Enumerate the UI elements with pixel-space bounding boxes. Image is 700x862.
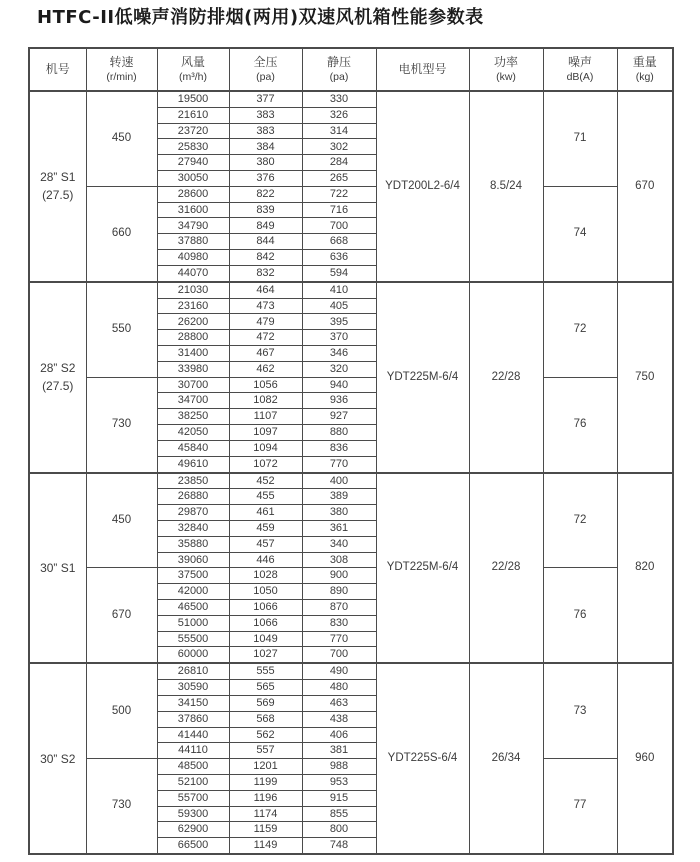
cell-airflow: 31400: [157, 346, 229, 362]
cell-total-pressure: 565: [229, 680, 302, 696]
cell-static-pressure: 748: [302, 838, 376, 854]
cell-weight: 750: [617, 282, 673, 473]
cell-total-pressure: 376: [229, 171, 302, 187]
header-static-pressure: [302, 48, 376, 91]
model-line-1: 28” S2: [40, 361, 76, 376]
header-row: [29, 48, 673, 91]
header-model-no: [29, 48, 86, 91]
header-unit: (kw): [496, 71, 516, 84]
cell-total-pressure: 849: [229, 218, 302, 234]
cell-static-pressure: 389: [302, 489, 376, 505]
cell-noise: 76: [543, 568, 617, 663]
cell-airflow: 44110: [157, 743, 229, 759]
cell-total-pressure: 464: [229, 282, 302, 298]
header-unit: (pa): [329, 71, 349, 84]
cell-static-pressure: 936: [302, 393, 376, 409]
cell-static-pressure: 915: [302, 790, 376, 806]
cell-total-pressure: 446: [229, 552, 302, 568]
cell-airflow: 40980: [157, 250, 229, 266]
performance-table: [28, 47, 674, 855]
cell-total-pressure: 461: [229, 505, 302, 521]
header-weight: [617, 48, 673, 91]
cell-total-pressure: 377: [229, 91, 302, 107]
cell-total-pressure: 472: [229, 330, 302, 346]
cell-airflow: 42050: [157, 425, 229, 441]
cell-airflow: 37860: [157, 711, 229, 727]
cell-total-pressure: 457: [229, 536, 302, 552]
table-row: [29, 759, 673, 775]
header-noise: [543, 48, 617, 91]
cell-airflow: 66500: [157, 838, 229, 854]
cell-airflow: 32840: [157, 520, 229, 536]
cell-speed: 550: [86, 282, 157, 377]
cell-weight: 820: [617, 473, 673, 664]
table-header: [29, 48, 673, 91]
cell-airflow: 46500: [157, 599, 229, 615]
cell-airflow: 35880: [157, 536, 229, 552]
model-line-1: 28” S1: [40, 170, 76, 185]
cell-speed: 450: [86, 91, 157, 186]
cell-airflow: 23720: [157, 123, 229, 139]
cell-total-pressure: 462: [229, 361, 302, 377]
cell-model-no: [29, 663, 86, 854]
cell-total-pressure: 479: [229, 314, 302, 330]
header-total-pressure: [229, 48, 302, 91]
cell-airflow: 38250: [157, 409, 229, 425]
header-label: 电机型号: [398, 61, 447, 76]
model-line-1: 30” S1: [40, 560, 76, 575]
cell-total-pressure: 1201: [229, 759, 302, 775]
cell-static-pressure: 890: [302, 584, 376, 600]
cell-total-pressure: 1196: [229, 790, 302, 806]
cell-model-no: [29, 91, 86, 282]
cell-airflow: 21030: [157, 282, 229, 298]
cell-airflow: 55500: [157, 631, 229, 647]
table-row: [29, 473, 673, 489]
cell-airflow: 23160: [157, 298, 229, 314]
cell-power: 22/28: [469, 282, 543, 473]
cell-airflow: 37500: [157, 568, 229, 584]
cell-static-pressure: 361: [302, 520, 376, 536]
cell-static-pressure: 346: [302, 346, 376, 362]
cell-static-pressure: 900: [302, 568, 376, 584]
cell-airflow: 55700: [157, 790, 229, 806]
cell-noise: 74: [543, 186, 617, 281]
cell-airflow: 31600: [157, 202, 229, 218]
cell-static-pressure: 836: [302, 440, 376, 456]
cell-noise: 71: [543, 91, 617, 186]
cell-airflow: 26880: [157, 489, 229, 505]
header-label: 静压: [326, 54, 351, 69]
table-row: [29, 282, 673, 298]
cell-total-pressure: 1066: [229, 615, 302, 631]
cell-total-pressure: 1149: [229, 838, 302, 854]
header-label: 重量: [632, 54, 657, 69]
cell-noise: 73: [543, 663, 617, 758]
cell-total-pressure: 832: [229, 265, 302, 281]
cell-total-pressure: 1082: [229, 393, 302, 409]
cell-static-pressure: 870: [302, 599, 376, 615]
cell-static-pressure: 302: [302, 139, 376, 155]
cell-total-pressure: 1094: [229, 440, 302, 456]
cell-airflow: 39060: [157, 552, 229, 568]
cell-total-pressure: 844: [229, 234, 302, 250]
header-label: 全压: [253, 54, 278, 69]
cell-total-pressure: 568: [229, 711, 302, 727]
cell-airflow: 34790: [157, 218, 229, 234]
cell-airflow: 37880: [157, 234, 229, 250]
cell-static-pressure: 320: [302, 361, 376, 377]
header-label: 转速: [109, 54, 134, 69]
cell-total-pressure: 1174: [229, 806, 302, 822]
cell-total-pressure: 1028: [229, 568, 302, 584]
cell-total-pressure: 1050: [229, 584, 302, 600]
cell-static-pressure: 716: [302, 202, 376, 218]
cell-airflow: 51000: [157, 615, 229, 631]
cell-total-pressure: 384: [229, 139, 302, 155]
table-row: [29, 663, 673, 679]
cell-static-pressure: 284: [302, 155, 376, 171]
cell-airflow: 28600: [157, 186, 229, 202]
cell-speed: 660: [86, 186, 157, 281]
header-unit: (kg): [635, 71, 654, 84]
cell-airflow: 34150: [157, 695, 229, 711]
cell-total-pressure: 1199: [229, 774, 302, 790]
cell-static-pressure: 410: [302, 282, 376, 298]
header-label: 功率: [493, 54, 518, 69]
cell-noise: 76: [543, 377, 617, 472]
cell-static-pressure: 395: [302, 314, 376, 330]
cell-airflow: 34700: [157, 393, 229, 409]
cell-airflow: 21610: [157, 107, 229, 123]
cell-static-pressure: 636: [302, 250, 376, 266]
cell-speed: 670: [86, 568, 157, 663]
cell-motor-model: YDT225M-6/4: [376, 473, 469, 664]
cell-airflow: 62900: [157, 822, 229, 838]
cell-static-pressure: 722: [302, 186, 376, 202]
cell-total-pressure: 467: [229, 346, 302, 362]
cell-static-pressure: 326: [302, 107, 376, 123]
cell-static-pressure: 381: [302, 743, 376, 759]
cell-total-pressure: 455: [229, 489, 302, 505]
cell-airflow: 28800: [157, 330, 229, 346]
header-airflow: [157, 48, 229, 91]
cell-static-pressure: 490: [302, 663, 376, 679]
cell-weight: 670: [617, 91, 673, 282]
cell-static-pressure: 700: [302, 647, 376, 663]
cell-total-pressure: 1097: [229, 425, 302, 441]
cell-total-pressure: 1066: [229, 599, 302, 615]
table-row: [29, 568, 673, 584]
cell-total-pressure: 383: [229, 123, 302, 139]
cell-airflow: 29870: [157, 505, 229, 521]
cell-airflow: 33980: [157, 361, 229, 377]
cell-static-pressure: 880: [302, 425, 376, 441]
cell-total-pressure: 822: [229, 186, 302, 202]
cell-airflow: 27940: [157, 155, 229, 171]
cell-airflow: 60000: [157, 647, 229, 663]
page-title: HTFC-II低噪声消防排烟(两用)双速风机箱性能参数表: [37, 7, 484, 28]
cell-power: 26/34: [469, 663, 543, 854]
fan-model-block: [29, 663, 673, 854]
cell-static-pressure: 953: [302, 774, 376, 790]
cell-total-pressure: 1107: [229, 409, 302, 425]
cell-static-pressure: 380: [302, 505, 376, 521]
cell-static-pressure: 370: [302, 330, 376, 346]
cell-model-no: [29, 473, 86, 664]
cell-static-pressure: 927: [302, 409, 376, 425]
header-unit: (r/min): [106, 71, 137, 84]
cell-airflow: 45840: [157, 440, 229, 456]
table-row: [29, 186, 673, 202]
cell-static-pressure: 463: [302, 695, 376, 711]
fan-model-block: [29, 473, 673, 664]
cell-total-pressure: 459: [229, 520, 302, 536]
header-motor-model: [376, 48, 469, 91]
cell-airflow: 44070: [157, 265, 229, 281]
header-unit: dB(A): [566, 71, 594, 84]
cell-weight: 960: [617, 663, 673, 854]
cell-airflow: 59300: [157, 806, 229, 822]
cell-speed: 450: [86, 473, 157, 568]
header-label: 风量: [180, 54, 205, 69]
model-line-2: (27.5): [42, 379, 74, 394]
header-speed: [86, 48, 157, 91]
cell-total-pressure: 383: [229, 107, 302, 123]
cell-noise: 72: [543, 473, 617, 568]
cell-static-pressure: 265: [302, 171, 376, 187]
cell-total-pressure: 380: [229, 155, 302, 171]
cell-total-pressure: 1027: [229, 647, 302, 663]
cell-static-pressure: 988: [302, 759, 376, 775]
header-power: [469, 48, 543, 91]
cell-static-pressure: 700: [302, 218, 376, 234]
cell-total-pressure: 569: [229, 695, 302, 711]
cell-airflow: 26810: [157, 663, 229, 679]
cell-model-no: [29, 282, 86, 473]
cell-airflow: 25830: [157, 139, 229, 155]
cell-static-pressure: 405: [302, 298, 376, 314]
cell-total-pressure: 1049: [229, 631, 302, 647]
cell-airflow: 48500: [157, 759, 229, 775]
cell-static-pressure: 406: [302, 727, 376, 743]
cell-total-pressure: 562: [229, 727, 302, 743]
cell-static-pressure: 594: [302, 265, 376, 281]
cell-airflow: 30050: [157, 171, 229, 187]
cell-airflow: 41440: [157, 727, 229, 743]
model-line-2: (27.5): [42, 188, 74, 203]
cell-airflow: 30700: [157, 377, 229, 393]
cell-static-pressure: 940: [302, 377, 376, 393]
cell-total-pressure: 473: [229, 298, 302, 314]
cell-static-pressure: 438: [302, 711, 376, 727]
cell-motor-model: YDT225S-6/4: [376, 663, 469, 854]
table-row: [29, 91, 673, 107]
cell-static-pressure: 770: [302, 456, 376, 472]
cell-static-pressure: 830: [302, 615, 376, 631]
cell-static-pressure: 330: [302, 91, 376, 107]
cell-total-pressure: 452: [229, 473, 302, 489]
cell-speed: 500: [86, 663, 157, 758]
header-label: 噪声: [567, 54, 592, 69]
cell-motor-model: YDT225M-6/4: [376, 282, 469, 473]
cell-total-pressure: 557: [229, 743, 302, 759]
cell-noise: 77: [543, 759, 617, 854]
header-unit: (pa): [256, 71, 275, 84]
cell-airflow: 42000: [157, 584, 229, 600]
model-line-1: 30” S2: [40, 751, 76, 766]
cell-motor-model: YDT200L2-6/4: [376, 91, 469, 282]
cell-speed: 730: [86, 759, 157, 854]
table-row: [29, 377, 673, 393]
cell-power: 22/28: [469, 473, 543, 664]
header-unit: (m³/h): [179, 71, 207, 84]
cell-total-pressure: 1159: [229, 822, 302, 838]
cell-airflow: 52100: [157, 774, 229, 790]
cell-static-pressure: 340: [302, 536, 376, 552]
cell-airflow: 23850: [157, 473, 229, 489]
cell-total-pressure: 1072: [229, 456, 302, 472]
fan-model-block: [29, 91, 673, 282]
header-label: 机号: [45, 61, 70, 76]
cell-noise: 72: [543, 282, 617, 377]
cell-static-pressure: 855: [302, 806, 376, 822]
cell-airflow: 19500: [157, 91, 229, 107]
cell-total-pressure: 1056: [229, 377, 302, 393]
cell-static-pressure: 770: [302, 631, 376, 647]
cell-static-pressure: 668: [302, 234, 376, 250]
cell-static-pressure: 800: [302, 822, 376, 838]
cell-total-pressure: 839: [229, 202, 302, 218]
cell-speed: 730: [86, 377, 157, 472]
cell-airflow: 26200: [157, 314, 229, 330]
cell-static-pressure: 314: [302, 123, 376, 139]
cell-static-pressure: 400: [302, 473, 376, 489]
cell-total-pressure: 555: [229, 663, 302, 679]
fan-model-block: [29, 282, 673, 473]
cell-airflow: 30590: [157, 680, 229, 696]
cell-power: 8.5/24: [469, 91, 543, 282]
cell-total-pressure: 842: [229, 250, 302, 266]
cell-static-pressure: 480: [302, 680, 376, 696]
cell-airflow: 49610: [157, 456, 229, 472]
cell-static-pressure: 308: [302, 552, 376, 568]
